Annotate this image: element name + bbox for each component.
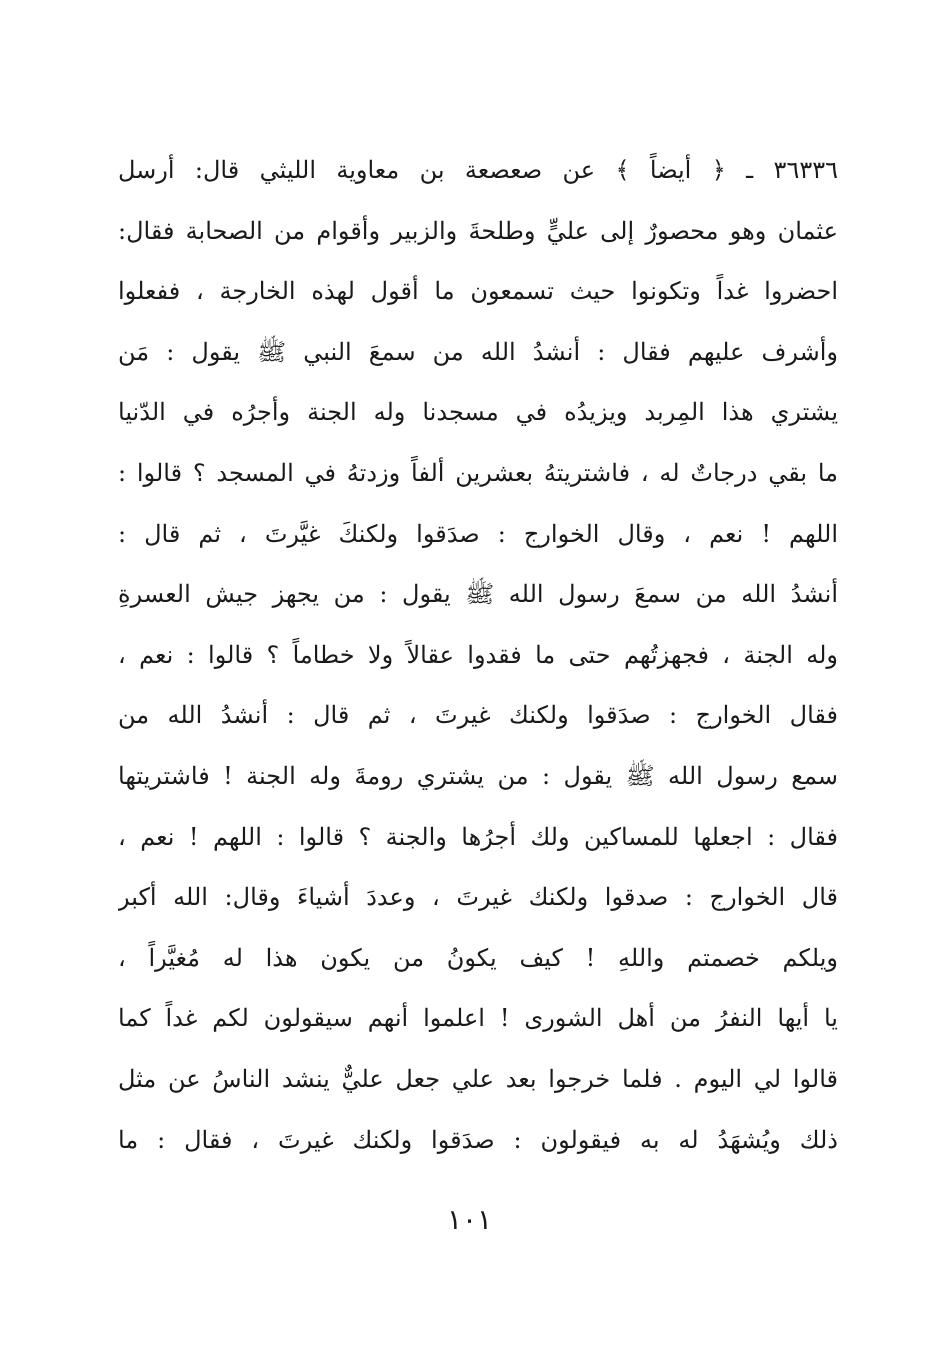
text-line: ٣٦٣٣٦ ـ ﴿ أيضاً ﴾ عن صعصعة بن معاوية الليثي قال: أرسل <box>118 156 838 184</box>
text-line: ما بقي درجاتٌ له ، فاشتريتهُ بعشرين ألفاً وزدتهُ في المسجد ؟ قالوا : <box>118 458 838 487</box>
body-text <box>118 140 838 1170</box>
text-line: اللهم ! نعم ، وقال الخوارج : صدَقوا ولكنكَ غيَّرتَ ، ثم قال : <box>118 519 838 548</box>
page-number: ١٠١ <box>446 1203 493 1236</box>
text-line: احضروا غداً وتكونوا حيث تسمعون ما أقول لهذه الخارجة ، ففعلوا <box>118 277 838 306</box>
text-line: فقال : اجعلها للمساكين ولك أجرُها والجنة ؟ قالوا : اللهم ! نعم ، <box>118 822 838 851</box>
text-line: ذلك ويُشهَدُ له به فيقولون : صدَقوا ولكنك غيرتَ ، فقال : ما <box>118 1125 838 1154</box>
text-line: قالوا لي اليوم . فلما خرجوا بعد علي جعل عليٌّ ينشد الناسُ عن مثل <box>118 1064 838 1093</box>
text-line: يشتري هذا المِربد ويزيدُه في مسجدنا وله الجنة وأجرُه في الدّنيا <box>118 398 838 427</box>
text-line: ويلكم خصمتم واللهِ ! كيف يكونُ من يكون هذا له مُغيَّراً ، <box>118 943 838 972</box>
text-line: فقال الخوارج : صدَقوا ولكنك غيرتَ ، ثم قال : أنشدُ الله من <box>118 701 838 730</box>
text-line: سمع رسول الله ﷺ يقول : من يشتري رومةَ وله الجنة ! فاشتريتها <box>118 761 838 790</box>
text-line: أنشدُ الله من سمعَ رسول الله ﷺ يقول : من يجهز جيش العسرةِ <box>118 580 838 609</box>
text-line: عثمان وهو محصورٌ إلى عليٍّ وطلحةَ والزبير وأقوام من الصحابة فقال: <box>118 216 838 245</box>
text-line: وله الجنة ، فجهزتُهم حتى ما فقدوا عقالاً ولا خطاماً ؟ قالوا : نعم ، <box>118 640 838 669</box>
text-line: قال الخوارج : صدقوا ولكنك غيرتَ ، وعددَ أشياءَ وقال: الله أكبر <box>118 883 838 912</box>
text-line: يا أيها النفرُ من أهل الشورى ! اعلموا أنهم سيقولون لكم غداً كما <box>118 1004 838 1033</box>
text-line: وأشرف عليهم فقال : أنشدُ الله من سمعَ النبي ﷺ يقول : مَن <box>118 337 838 366</box>
